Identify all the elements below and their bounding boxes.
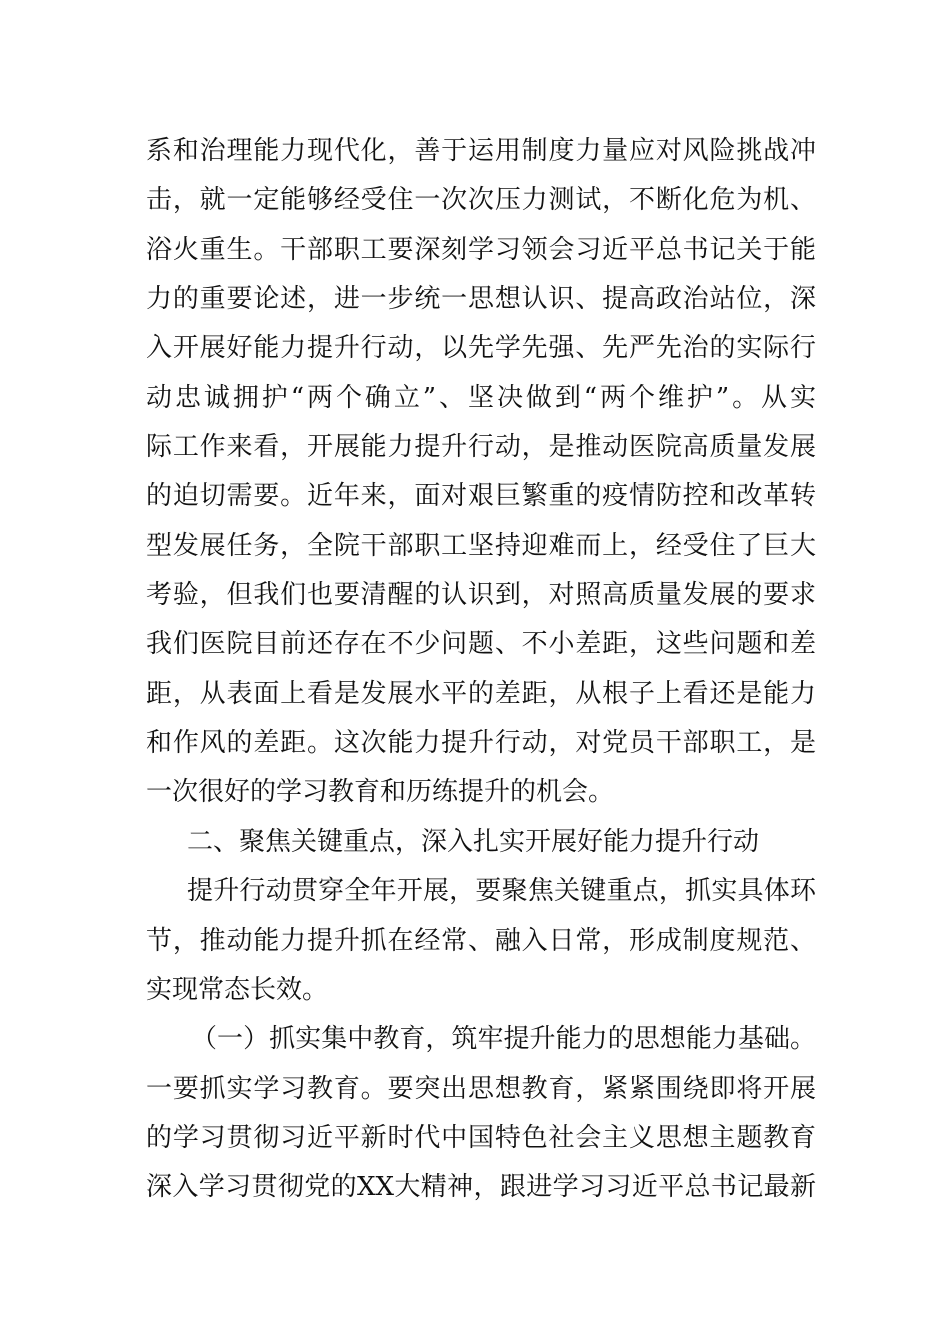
text-line: 入开展好能力提升行动，以先学先强、先严先治的实际行 [146, 333, 816, 364]
text-line: 力的重要论述，进一步统一思想认识、提高政治站位，深 [146, 284, 816, 315]
text-line: 一次很好的学习教育和历练提升的机会。 [146, 777, 615, 808]
text-line: 提升行动贯穿全年开展，要聚焦关键重点，抓实具体环 [187, 876, 816, 907]
text-line: 的迫切需要。近年来，面对艰巨繁重的疫情防控和改革转 [146, 481, 816, 512]
text-line: 实现常态长效。 [146, 974, 329, 1005]
text-line: 浴火重生。干部职工要深刻学习领会习近平总书记关于能 [146, 234, 816, 265]
section-heading: 二、聚焦关键重点，深入扎实开展好能力提升行动 [187, 826, 760, 857]
text-line: 系和治理能力现代化，善于运用制度力量应对风险挑战冲 [146, 136, 816, 166]
text-line: 深入学习贯彻党的XX大精神，跟进学习习近平总书记最新 [146, 1172, 816, 1203]
text-line: 击，就一定能够经受住一次次压力测试，不断化危为机、 [146, 185, 816, 216]
text-line: 一要抓实学习教育。要突出思想教育，紧紧围绕即将开展 [146, 1073, 816, 1104]
text-line: 际工作来看，开展能力提升行动，是推动医院高质量发展 [146, 432, 816, 463]
body-text [146, 127, 816, 1213]
text-line: 动忠诚拥护“两个确立”、坚决做到“两个维护”。从实 [146, 382, 816, 413]
text-line: 型发展任务，全院干部职工坚持迎难而上，经受住了巨大 [146, 530, 816, 561]
text-line: 距，从表面上看是发展水平的差距，从根子上看还是能力 [146, 678, 816, 709]
text-line: 考验，但我们也要清醒的认识到，对照高质量发展的要求 [146, 580, 816, 611]
text-line: 的学习贯彻习近平新时代中国特色社会主义思想主题教育 [146, 1122, 816, 1153]
text-line: 和作风的差距。这次能力提升行动，对党员干部职工，是 [146, 728, 816, 759]
subsection-heading: （一）抓实集中教育，筑牢提升能力的思想能力基础。 [191, 1024, 816, 1055]
text-line: 我们医院目前还存在不少问题、不小差距，这些问题和差 [146, 629, 816, 660]
text-line: 节，推动能力提升抓在经常、融入日常，形成制度规范、 [146, 925, 816, 956]
